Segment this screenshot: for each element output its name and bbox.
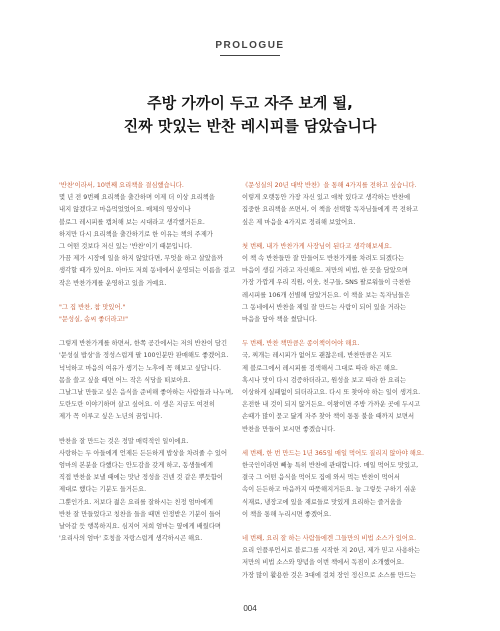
body-line: 날아갈 듯 행복하지요. 심지어 저희 엄마는 옆에게 배웠다며 (59, 523, 221, 531)
body-line: 엄마의 본분을 다했다는 안도감을 갖게 하고, 동생들에게 (59, 462, 213, 470)
page-title (0, 92, 500, 138)
body-line: 반찬 잘 만들었다고 칭찬을 들을 때면 인정받은 기분이 들어 (59, 510, 221, 518)
body-line: 내지 않겠다고 마음먹었었어요. 매체의 영상이나 (59, 206, 191, 214)
body-line: 레시피를 106개 선별해 담았거든요. 이 책을 보는 독자님들은 (242, 291, 410, 299)
body-line: 이 책을 통해 누리시면 좋겠어요. (242, 510, 332, 518)
point-heading-2: 두 번째, 반찬 책만큼은 종이책이어야 해요. (242, 340, 360, 348)
body-line: 저만의 비법 소스와 양념을 이번 책에서 독점이 소개했어요. (242, 559, 404, 567)
body-line: 제 블로그에서 레시피를 검색해서 그대로 따라 하곤 해요. (242, 364, 398, 372)
body-line: 혹시나 맛이 다시 검증하더라고, 원성을 보고 따라 한 요리는 (242, 376, 407, 384)
body-line: 가장 많이 활용한 것은 3대에 걸쳐 장인 정신으로 소스를 만드는 (242, 571, 417, 579)
body-line: 온전한 내 것이 되지 않거든요. 이왕이면 주방 가까운 곳에 두시고 (242, 401, 421, 409)
right-heading: 《문성실의 20년 대박 반찬》을 통해 4가지를 전하고 싶습니다. (242, 182, 417, 189)
body-line: 몇 년 전 9번째 요리책을 출간하며 이제 더 이상 요리책을 (59, 194, 215, 202)
point-heading-1: 첫 번째, 내가 반찬가게 사장님이 된다고 생각해보세요. (242, 242, 392, 250)
body-line: 그뿐인가요. 저보다 젊은 요리를 잘하시는 친정 엄마에게 (59, 498, 213, 506)
body-line: 이상하게 실패없이 되더라고요. 다시 또 찾아야 하는 일이 생겨요. (242, 389, 421, 397)
right-column (242, 180, 442, 582)
body-line: 제대로 했다는 기분도 들거든요. (59, 486, 147, 494)
title-line-1: 주방 가까이 두고 자주 보게 될, (147, 94, 353, 112)
left-column (59, 180, 259, 545)
quote-line: "그 집 반찬, 참 맛있어." (59, 303, 126, 311)
body-line: 싶은 제 마음을 4가지로 정리해 보았어요. (242, 218, 356, 226)
body-line: 마음이 생길 거라고 자신해요. 저만의 비법, 한 끗을 담았으며 (242, 267, 409, 275)
body-line: 집중한 요리책을 쓰면서, 이 책을 선택할 독자님들에게 꼭 전하고 (242, 206, 419, 214)
body-line: 그 동네에서 반찬을 제일 잘 만드는 사람이 되어 있을 거라는 (242, 303, 407, 311)
body-line: 블로그 레시피를 캡처해 보는 시대라고 생각했거든요. (59, 218, 205, 226)
body-line: 직접 반찬을 보낼 때에는 맛난 정성을 건넨 것 같은 뿌듯함이 (59, 474, 224, 482)
body-line: 사랑하는 두 아들에게 언제든 든든하게 밥상을 차려줄 수 있어 (59, 449, 228, 457)
body-line: 국, 찌개는 레시피가 없어도 괜찮은데, 반찬만큼은 지도 (242, 352, 392, 360)
body-line: 마음을 담아 책을 썼답니다. (242, 316, 317, 324)
body-line: '요리사의 엄마' 호칭을 자랑스럽게 생각하시곤 해요. (59, 535, 203, 543)
body-line: 이 책 속 반찬들만 잘 만들어도 반찬가게를 차려도 되겠다는 (242, 255, 404, 263)
body-line: 그렇게 반찬가게를 하면서, 한쪽 공간에서는 저의 반찬이 담긴 (59, 340, 228, 348)
body-line: 몸을 쓸고 싶을 때면 어느 작은 식당을 떠보아요. (59, 376, 191, 384)
body-line: 결국 그 어떤 음식을 먹어도 집에 와서 먹는 반찬이 먹어서 (242, 474, 400, 482)
left-heading: '반찬'이라서, 10번째 요리책을 결심했습니다. (59, 182, 184, 189)
body-line: 하지만 다시 요리책을 출간하기로 한 이유는 책의 주제가 (59, 230, 213, 238)
point-heading-3: 세 번째, 한 번 만드는 1년 365일 매일 먹어도 질리지 않아야 해요. (242, 449, 424, 457)
body-line: 속이 든든하고 마음까지 따뜻해지거든요. 늘 그렇듯 구하기 쉬운 (242, 486, 417, 494)
body-line: 반찬을 잘 만드는 것은 정말 매력적인 일이에요. (59, 437, 189, 445)
body-line: 가끔 제가 시장에 일을 하지 않았다면, 무엇을 하고 살았을까 (59, 255, 224, 263)
page-number: 004 (243, 604, 257, 613)
body-line: 제가 꼭 이루고 싶은 노년의 꿈입니다. (59, 413, 163, 421)
label-underline (220, 55, 280, 56)
body-line: '문성실 밥상'을 정성스럽게 팔 100인분만 판매해도 좋겠어요. (59, 352, 229, 360)
body-line: 그 어떤 것보다 저신 있는 '반찬'이기 때문입니다. (59, 243, 193, 251)
body-line: 그날그날 만들고 싶은 음식을 준비해 좋아하는 사람들과 나누며, (59, 389, 234, 397)
body-line: 반찬을 만들어 보시면 좋겠습니다. (242, 425, 336, 433)
section-label (0, 40, 500, 56)
title-line-2: 진짜 맛있는 반찬 레시피를 담았습니다 (123, 117, 377, 135)
body-line: 손때가 많이 묻고 닳게 자주 찾아 책이 통통 불을 때까지 보면서 (242, 413, 415, 421)
quote-line: "문성실, 솜씨 좋더라고!" (59, 316, 129, 324)
body-line: 넉넉하고 마음의 여유가 생기는 노후에 꼭 해보고 싶답니다. (59, 364, 221, 372)
body-line: 도란도란 이야기하며 살고 싶어요. 이 생은 지금도 여전히 (59, 401, 215, 409)
body-line: 이렇게 오랫동안 가장 자신 있고 애착 있다고 생각하는 반찬에 (242, 194, 411, 202)
body-line: 요리 인플루언서로 블로그를 시작한 지 20년, 제가 믿고 사용하는 (242, 547, 421, 555)
body-line: 한국인이라면 빼놓 특히 반찬에 관대합니다. 매일 먹어도 맛있고, (242, 462, 419, 470)
body-line: 식재료, 냉장고에 있을 재료들로 맛있게 요리하는 즐거움을 (242, 498, 402, 506)
body-line: 생각할 때가 있어요. 아마도 저희 동네에서 운영되는 이름을 걸고 (59, 267, 236, 275)
body-line: 작은 반찬가게를 운영하고 있을 거예요. (59, 279, 167, 287)
point-heading-4: 네 번째, 요리 잘 하는 사람들에겐 그들만의 비법 소스가 있어요. (242, 535, 417, 543)
section-label-text: PROLOGUE (215, 40, 285, 51)
body-line: 가장 가깝게 우리 직원, 이웃, 친구들, SNS 팔로워들이 극찬한 (242, 279, 411, 287)
